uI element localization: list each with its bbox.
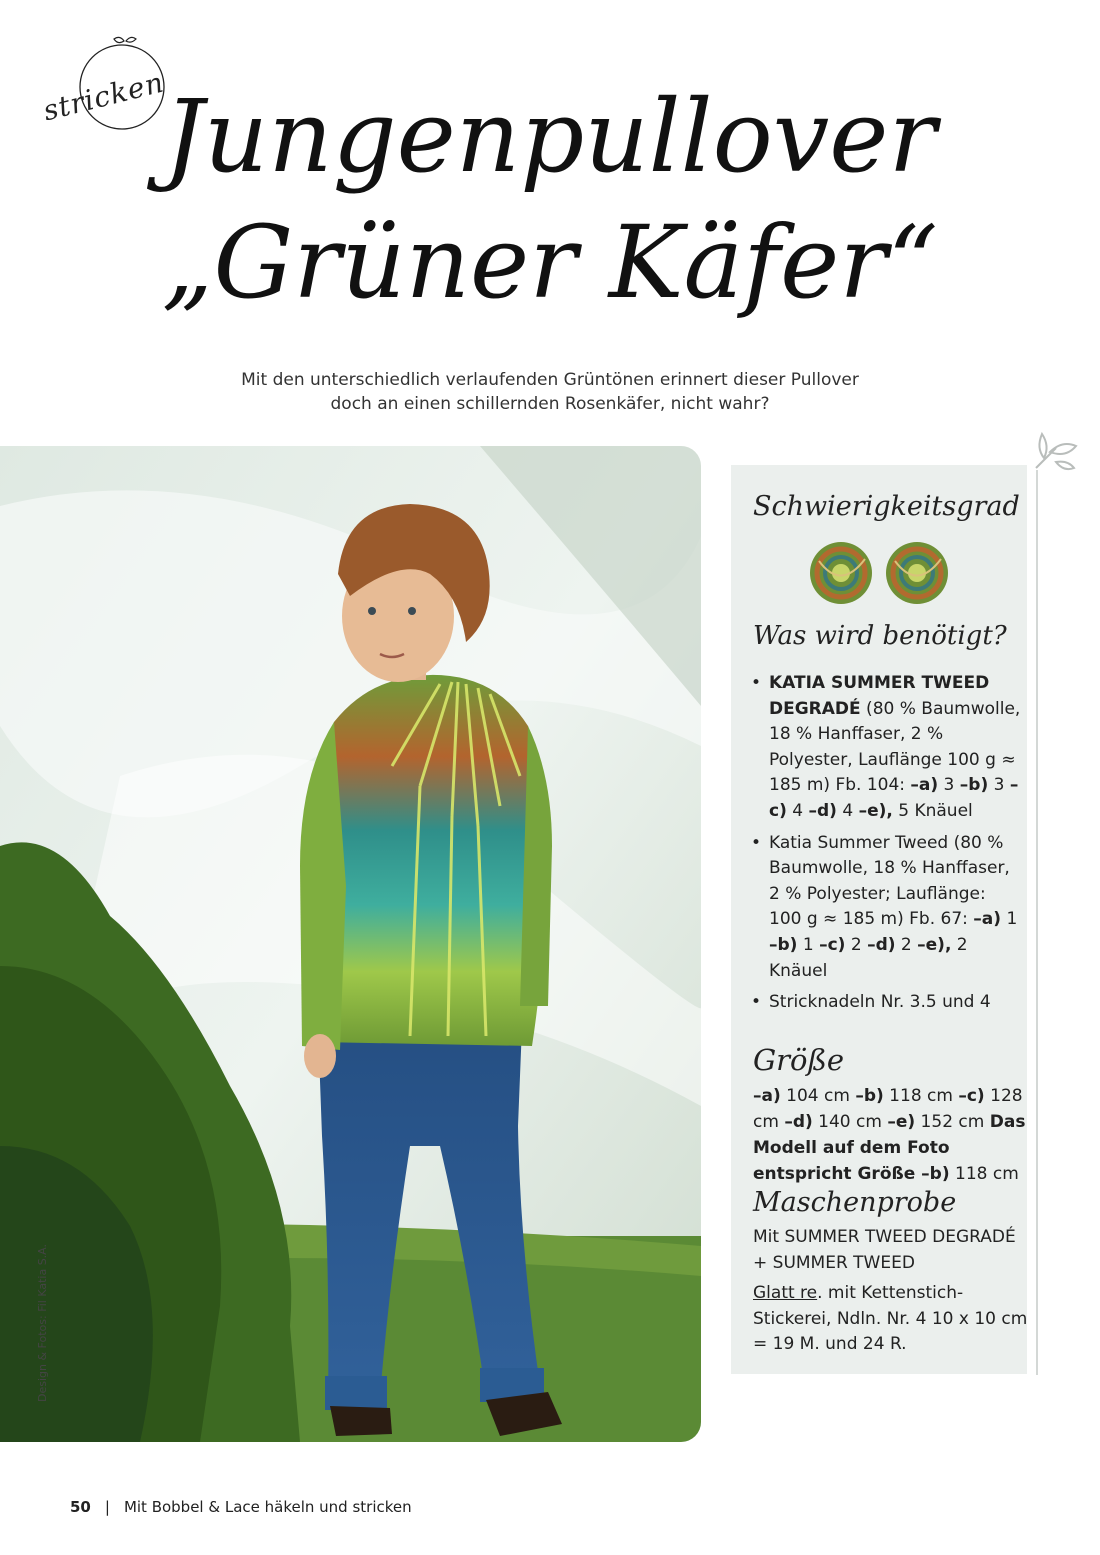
materials-heading: Was wird benötigt? <box>753 621 1007 651</box>
size-label: –d) <box>867 934 896 955</box>
gauge-heading: Maschenprobe <box>753 1187 957 1218</box>
model-note-value: 118 cm <box>949 1164 1019 1184</box>
amount-value: 3 <box>988 775 1010 796</box>
model-note: Das Modell auf dem Foto entspricht Größe –b) <box>753 1112 1026 1184</box>
size-label: –e), <box>858 800 893 821</box>
gauge-yarn: Mit SUMMER TWEED DEGRADÉ + SUMMER TWEED <box>753 1227 1016 1273</box>
boy-in-sweater-photo <box>0 446 701 1442</box>
size-value: 140 cm <box>812 1112 888 1132</box>
magazine-name: Mit Bobbel & Lace häkeln und stricken <box>123 1498 412 1516</box>
product-photo <box>0 446 701 1442</box>
amount-value: 2 <box>845 934 868 955</box>
material-details: Stricknadeln Nr. 3.5 und 4 <box>769 992 991 1013</box>
size-label: –a) <box>973 909 1002 930</box>
yarn-ball-icon <box>809 541 873 605</box>
badge-label: stricken <box>39 65 168 128</box>
amount-value: 4 <box>786 800 809 821</box>
list-item <box>751 671 1021 825</box>
materials-list <box>751 671 1021 1022</box>
divider-line <box>1036 470 1038 1375</box>
photo-credit: Design & Fotos: Fil Katia S.A. <box>36 1243 49 1402</box>
page-title-line1: Jungenpullover <box>163 78 937 195</box>
size-value: 128 cm <box>753 1086 1023 1132</box>
size-heading: Größe <box>753 1043 845 1077</box>
footer-separator: | <box>104 1498 110 1516</box>
page-title-line2: „Grüner Käfer“ <box>161 204 939 321</box>
size-label: –c) <box>819 934 846 955</box>
size-label: –d) <box>808 800 837 821</box>
size-label: –e) <box>887 1112 916 1132</box>
size-label: –c) <box>958 1086 985 1106</box>
yarn-ball-icon <box>885 541 949 605</box>
size-value: 118 cm <box>883 1086 959 1106</box>
amount-value: 1 <box>797 934 820 955</box>
amount-value: 2 Knäuel <box>769 934 968 981</box>
intro-line2: doch an einen schillernden Rosenkäfer, nicht wahr? <box>330 394 770 414</box>
amount-value: 3 <box>938 775 960 796</box>
list-item <box>751 990 1021 1016</box>
amount-value: 4 <box>836 800 859 821</box>
amount-value: 5 Knäuel <box>892 800 973 821</box>
gauge-text <box>753 1225 1028 1363</box>
size-label: –d) <box>784 1112 813 1132</box>
intro-text <box>200 368 900 416</box>
gauge-rest: . mit Kettenstich-Stickerei, Ndln. Nr. 4 10 x 10 cm = 19 M. und 24 R. <box>753 1283 1028 1354</box>
size-label: –a) <box>910 775 939 796</box>
gauge-stitch: Glatt re <box>753 1283 818 1303</box>
size-text <box>753 1083 1028 1187</box>
size-label: –c) <box>769 775 1019 821</box>
size-label: –b) <box>769 934 798 955</box>
size-label: –e), <box>917 934 952 955</box>
material-details: (80 % Baumwolle, 18 % Hanffaser, 2 % Polyester, Lauflänge 100 g ≈ 185 m) Fb. 104: <box>769 698 1021 796</box>
intro-line1: Mit den unterschiedlich verlaufenden Grüntönen erinnert dieser Pullover <box>241 370 859 390</box>
page-number: 50 <box>70 1498 91 1516</box>
difficulty-heading: Schwierigkeitsgrad <box>753 491 1020 522</box>
size-value: 104 cm <box>780 1086 856 1106</box>
material-details: Katia Summer Tweed (80 % Baumwolle, 18 % Hanffaser, 2 % Polyester; Lauflänge: 100 g ≈ 185 m) Fb. 67: <box>769 832 1010 930</box>
amount-value: 2 <box>895 934 918 955</box>
material-name: KATIA SUMMER TWEED DEGRADÉ <box>769 673 990 719</box>
size-label: –a) <box>753 1086 781 1106</box>
info-panel <box>731 465 1027 1374</box>
amount-value: 1 <box>1001 909 1018 930</box>
leaf-icon <box>1030 428 1080 472</box>
page-footer <box>70 1498 412 1516</box>
size-label: –b) <box>959 775 989 796</box>
list-item <box>751 831 1021 985</box>
size-value: 152 cm <box>915 1112 985 1132</box>
gauge-stitch-paragraph <box>753 1281 1028 1358</box>
size-label: –b) <box>855 1086 884 1106</box>
